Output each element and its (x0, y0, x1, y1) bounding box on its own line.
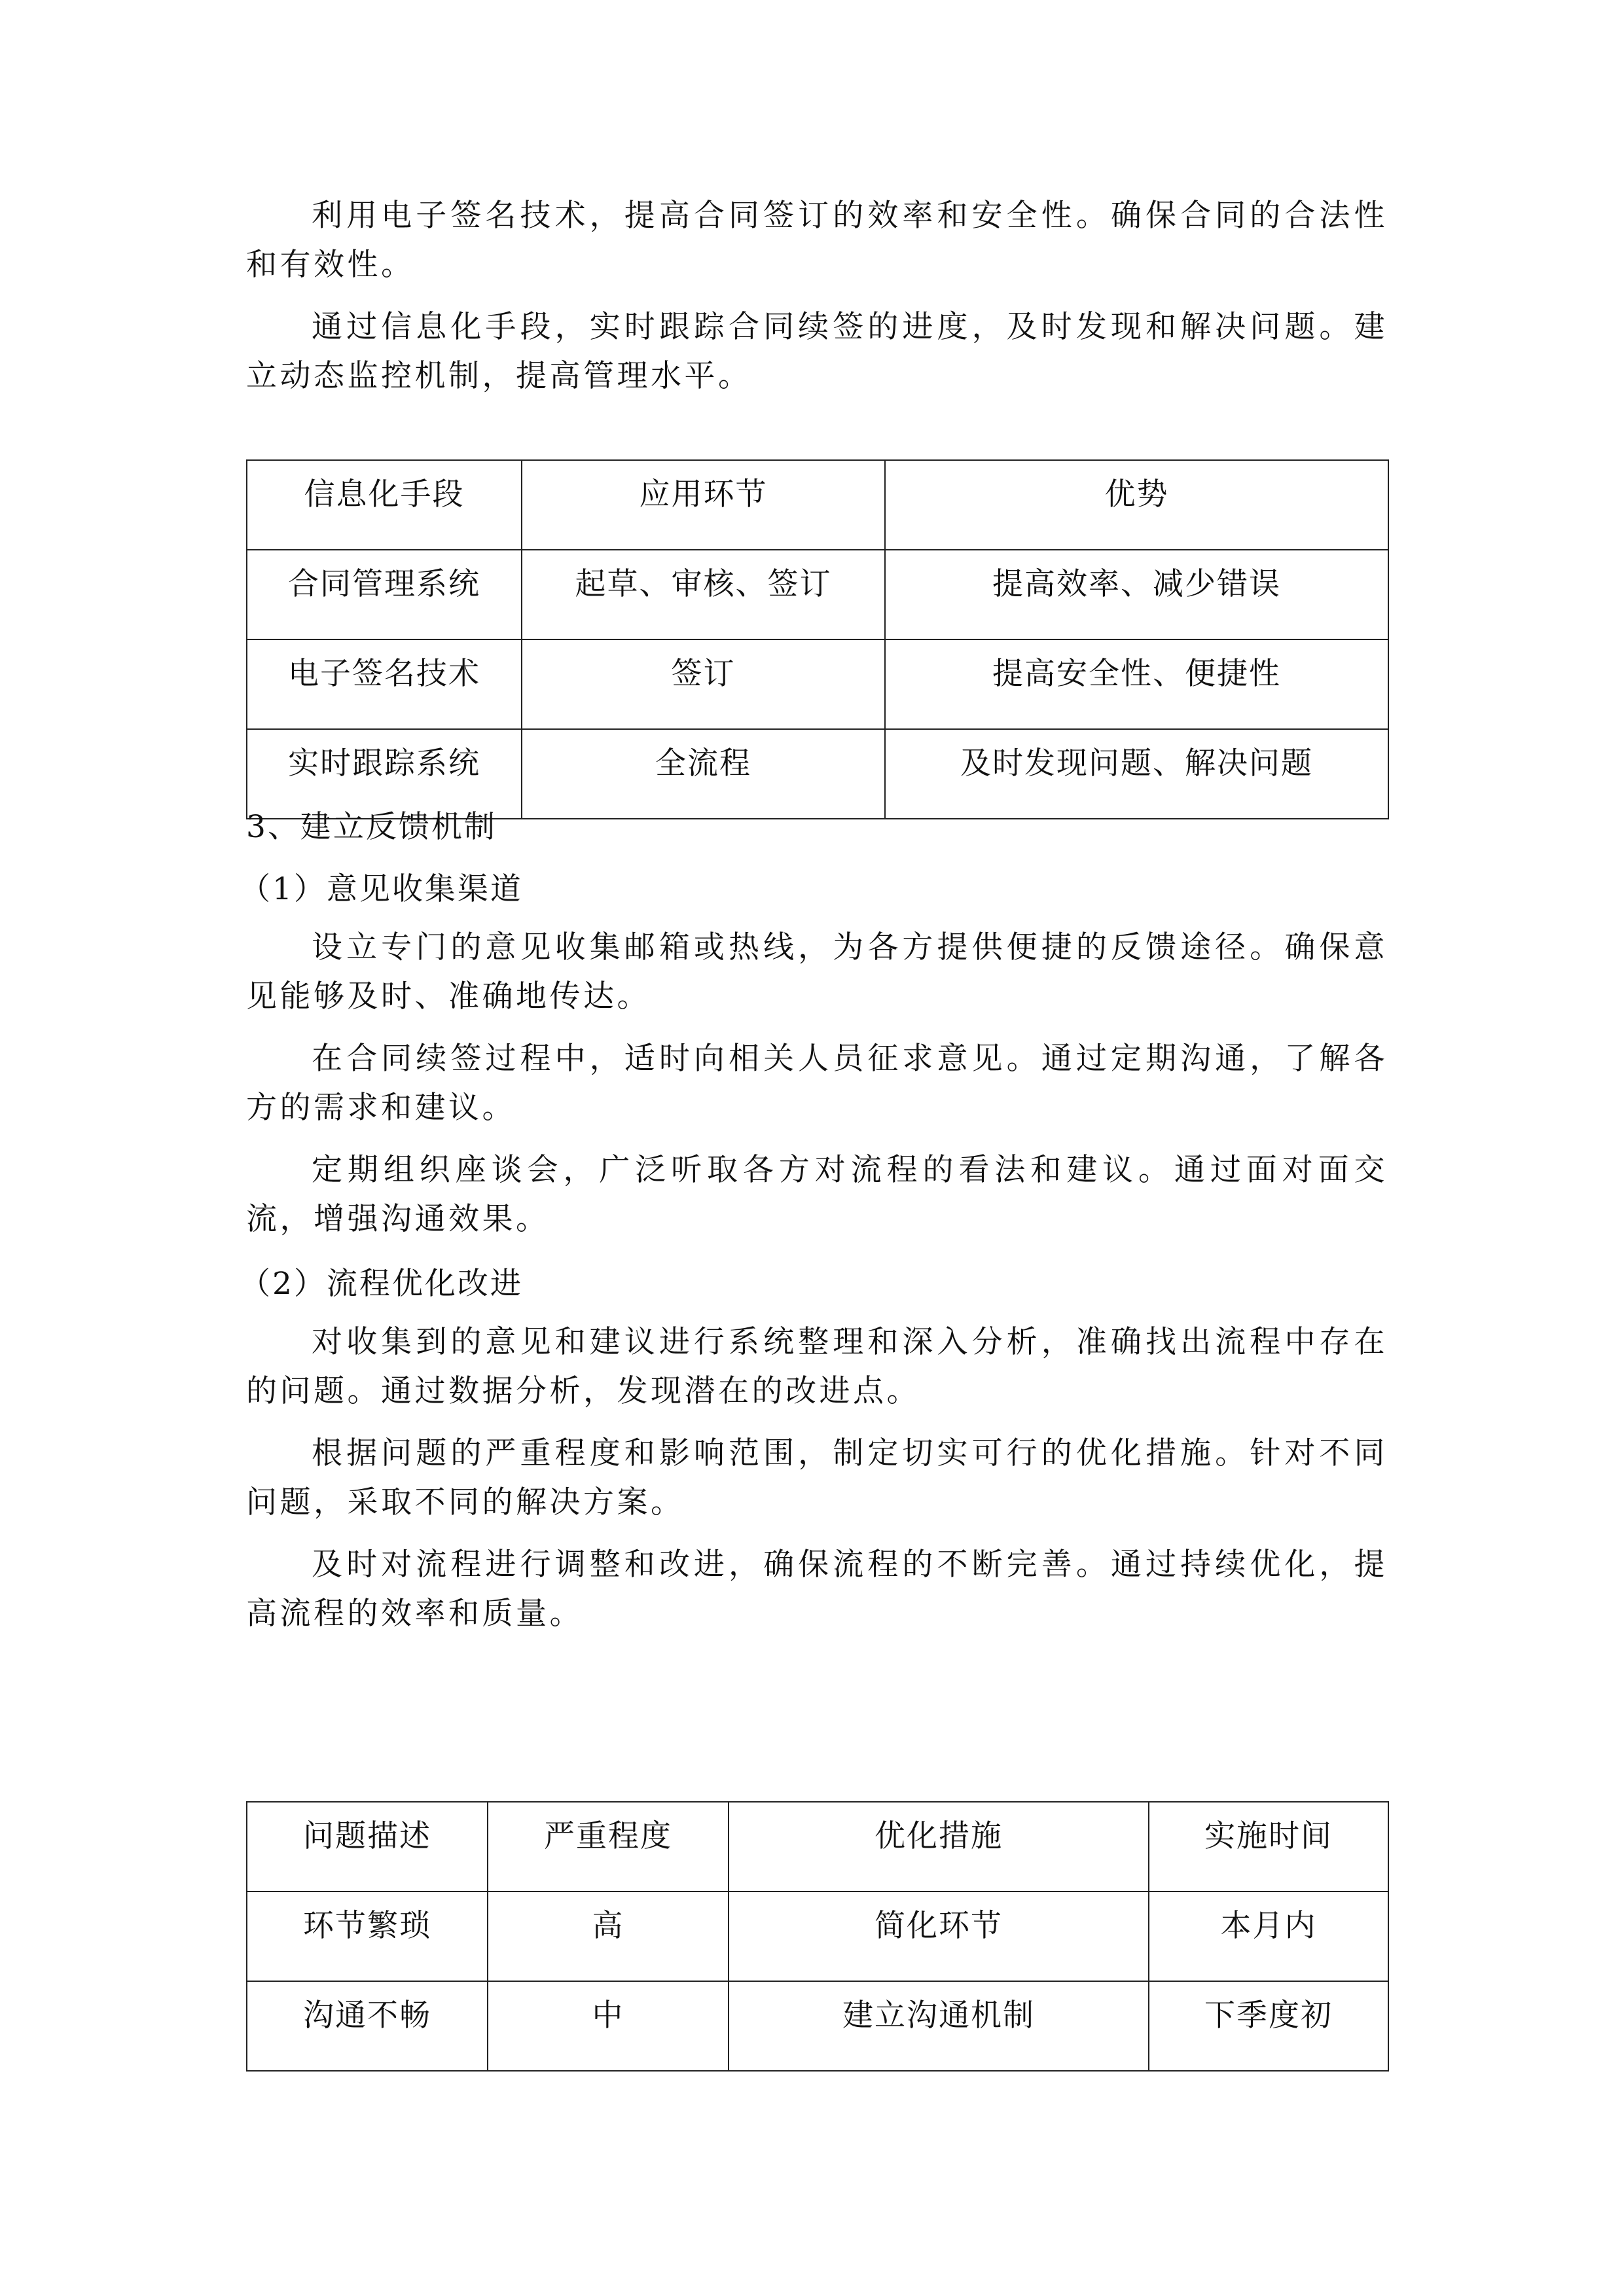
table-cell: 本月内 (1149, 1892, 1388, 1981)
table-cell: 实时跟踪系统 (247, 729, 522, 819)
table-header-cell: 应用环节 (522, 460, 885, 550)
paragraph: 根据问题的严重程度和影响范围，制定切实可行的优化措施。针对不同问题，采取不同的解决方案。 (246, 1435, 1388, 1520)
paragraph: 利用电子签名技术，提高合同签订的效率和安全性。确保合同的合法性和有效性。 (246, 198, 1388, 283)
paragraph: 通过信息化手段，实时跟踪合同续签的进度，及时发现和解决问题。建立动态监控机制，提高管理水平。 (246, 309, 1388, 394)
table-cell: 签订 (522, 639, 885, 729)
table-cell: 环节繁琐 (247, 1892, 488, 1981)
table-header-row (247, 460, 1388, 550)
paragraph: 设立专门的意见收集邮箱或热线，为各方提供便捷的反馈途径。确保意见能够及时、准确地传达。 (246, 929, 1388, 1014)
table-cell: 提高效率、减少错误 (885, 550, 1388, 639)
section-heading: 3、建立反馈机制 (246, 809, 497, 845)
table-cell: 提高安全性、便捷性 (885, 639, 1388, 729)
table-cell: 全流程 (522, 729, 885, 819)
table-cell: 高 (488, 1892, 729, 1981)
table-row (247, 550, 1388, 639)
table-header-cell: 严重程度 (488, 1802, 729, 1892)
table-cell: 合同管理系统 (247, 550, 522, 639)
table-header-row (247, 1802, 1388, 1892)
paragraph: 及时对流程进行调整和改进，确保流程的不断完善。通过持续优化，提高流程的效率和质量。 (246, 1547, 1388, 1632)
info-tools-table (246, 459, 1389, 819)
table-cell: 起草、审核、签订 (522, 550, 885, 639)
subsection-heading: （1）意见收集渠道 (240, 871, 523, 907)
table-header-cell: 实施时间 (1149, 1802, 1388, 1892)
table-header-cell: 问题描述 (247, 1802, 488, 1892)
table-cell: 简化环节 (729, 1892, 1149, 1981)
table-cell: 建立沟通机制 (729, 1981, 1149, 2071)
table-cell: 电子签名技术 (247, 639, 522, 729)
paragraph: 对收集到的意见和建议进行系统整理和深入分析，准确找出流程中存在的问题。通过数据分析，发现潜在的改进点。 (246, 1324, 1388, 1409)
table-cell: 下季度初 (1149, 1981, 1388, 2071)
table-row (247, 1892, 1388, 1981)
table-cell: 及时发现问题、解决问题 (885, 729, 1388, 819)
table-row (247, 1981, 1388, 2071)
table-header-cell: 优势 (885, 460, 1388, 550)
table-header-cell: 优化措施 (729, 1802, 1149, 1892)
paragraph: 在合同续签过程中，适时向相关人员征求意见。通过定期沟通，了解各方的需求和建议。 (246, 1041, 1388, 1126)
optimization-table (246, 1801, 1389, 2072)
subsection-heading: （2）流程优化改进 (240, 1266, 523, 1302)
paragraph: 定期组织座谈会，广泛听取各方对流程的看法和建议。通过面对面交流，增强沟通效果。 (246, 1152, 1388, 1237)
table-cell: 沟通不畅 (247, 1981, 488, 2071)
table-row (247, 639, 1388, 729)
table-header-cell: 信息化手段 (247, 460, 522, 550)
feedback-section (240, 802, 1388, 1638)
intro-section (246, 191, 1388, 401)
table-cell: 中 (488, 1981, 729, 2071)
